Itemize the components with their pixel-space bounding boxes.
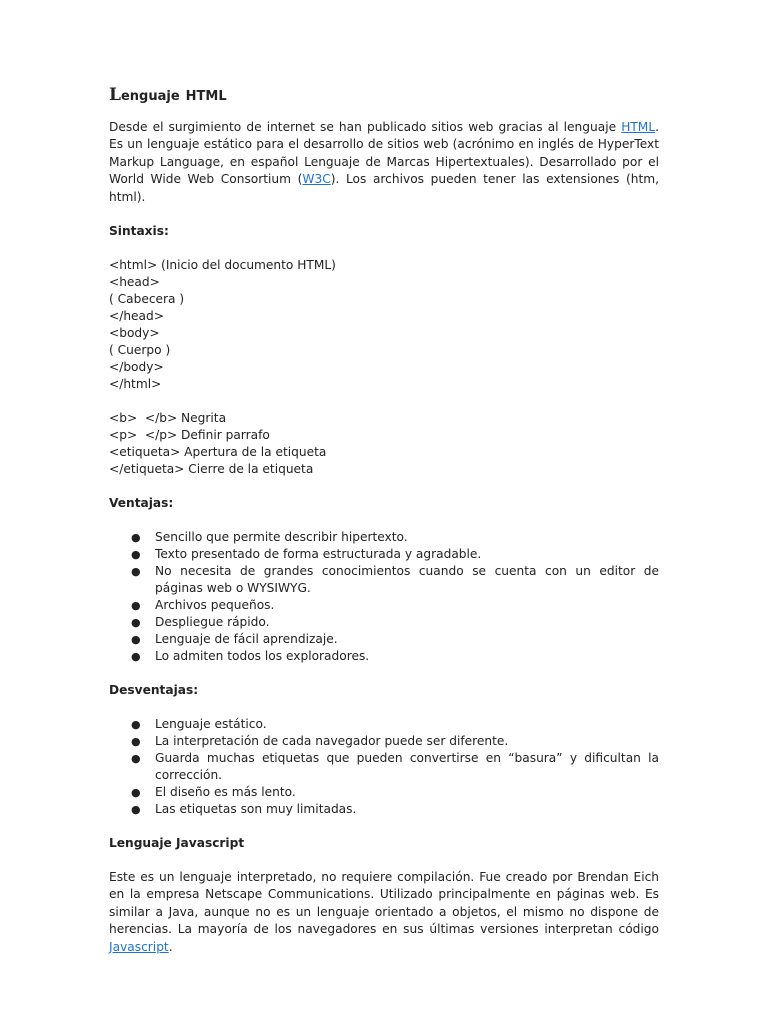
list-item-text: No necesita de grandes conocimientos cuando se cuenta con un editor de páginas web o WYSIWYG. <box>155 564 659 596</box>
bullet-icon: ● <box>131 786 141 800</box>
list-item-text: La interpretación de cada navegador puede ser diferente. <box>155 734 509 749</box>
list-item-text: Lo admiten todos los exploradores. <box>155 649 370 664</box>
code-line: ( Cabecera ) <box>109 292 185 307</box>
list-item-text: Sencillo que permite describir hipertexto. <box>155 530 408 545</box>
list-item <box>109 648 659 665</box>
title-word: enguaje <box>120 89 180 104</box>
intro-text-2: . Es un lenguaje estático para el desarrollo de sitios web (acrónimo en inglés de HyperText Markup Language, en español Lenguaje de Marcas Hipertextuales). Desarrollado por el World Wide Web Consortium ( <box>109 120 659 187</box>
bullet-icon: ● <box>131 548 141 562</box>
list-item <box>109 716 659 733</box>
tag-line: <etiqueta> Apertura de la etiqueta <box>109 445 327 460</box>
list-item <box>109 563 659 597</box>
tag-line: <p> </p> Definir parrafo <box>109 428 270 443</box>
list-item <box>109 750 659 784</box>
desventajas-heading: Desventajas: <box>109 683 199 698</box>
bullet-icon: ● <box>131 735 141 749</box>
list-item-text: Lenguaje de fácil aprendizaje. <box>155 632 338 647</box>
bullet-icon: ● <box>131 633 141 647</box>
list-item-text: Archivos pequeños. <box>155 598 275 613</box>
code-line: </html> <box>109 377 162 392</box>
intro-paragraph <box>109 119 659 206</box>
code-line: </body> <box>109 360 164 375</box>
sintaxis-code-block <box>109 257 659 393</box>
bullet-icon: ● <box>131 718 141 732</box>
list-item <box>109 614 659 631</box>
ventajas-heading: Ventajas: <box>109 496 174 511</box>
code-line: <head> <box>109 275 160 290</box>
title-initial: L <box>109 85 121 105</box>
list-item <box>109 801 659 818</box>
intro-text-1: Desde el surgimiento de internet se han publicado sitios web gracias al lenguaje <box>109 120 622 134</box>
list-item-text: Texto presentado de forma estructurada y agradable. <box>155 547 482 562</box>
desventajas-list <box>109 716 659 818</box>
list-item <box>109 546 659 563</box>
code-line: <html> (Inicio del documento HTML) <box>109 258 336 273</box>
bullet-icon: ● <box>131 752 141 766</box>
list-item-text: Las etiquetas son muy limitadas. <box>155 802 357 817</box>
javascript-text: Este es un lenguaje interpretado, no requiere compilación. Fue creado por Brendan Eich en la empresa Netscape Communications. Utilizado principalmente en páginas web. Es similar a Java, aunque no es un lenguaje orientado a objetos, el mismo no dispone de herencias. La mayoría de los navegadores en sus últimas versiones interpretan código <box>109 870 659 937</box>
html-link[interactable]: HTML <box>621 120 656 134</box>
bullet-icon: ● <box>131 616 141 630</box>
list-item-text: El diseño es más lento. <box>155 785 296 800</box>
bullet-icon: ● <box>131 531 141 545</box>
tag-line: <b> </b> Negrita <box>109 411 227 426</box>
javascript-heading: Lenguaje Javascript <box>109 836 245 851</box>
bullet-icon: ● <box>131 565 141 579</box>
sintaxis-heading: Sintaxis: <box>109 224 169 239</box>
code-line: <body> <box>109 326 160 341</box>
list-item <box>109 784 659 801</box>
title-rest: HTML <box>185 89 227 104</box>
javascript-text-end: . <box>168 939 173 954</box>
code-line: ( Cuerpo ) <box>109 343 171 358</box>
ventajas-list <box>109 529 659 665</box>
list-item-text: Lenguaje estático. <box>155 717 267 732</box>
list-item <box>109 631 659 648</box>
bullet-icon: ● <box>131 803 141 817</box>
document-content <box>109 85 659 956</box>
tag-line: </etiqueta> Cierre de la etiqueta <box>109 462 314 477</box>
javascript-paragraph <box>109 869 659 956</box>
javascript-link[interactable]: Javascript <box>109 939 169 954</box>
list-item <box>109 733 659 750</box>
bullet-icon: ● <box>131 599 141 613</box>
list-item-text: Guarda muchas etiquetas que pueden convertirse en “basura” y dificultan la corrección. <box>155 751 659 783</box>
tags-block <box>109 410 659 478</box>
bullet-icon: ● <box>131 650 141 664</box>
code-line: </head> <box>109 309 164 324</box>
intro-text-3: ). Los archivos pueden tener las extensiones (htm, html). <box>109 172 659 204</box>
w3c-link[interactable]: W3C <box>302 172 331 187</box>
list-item <box>109 597 659 614</box>
list-item-text: Despliegue rápido. <box>155 615 270 630</box>
page-title <box>109 85 659 105</box>
list-item <box>109 529 659 546</box>
